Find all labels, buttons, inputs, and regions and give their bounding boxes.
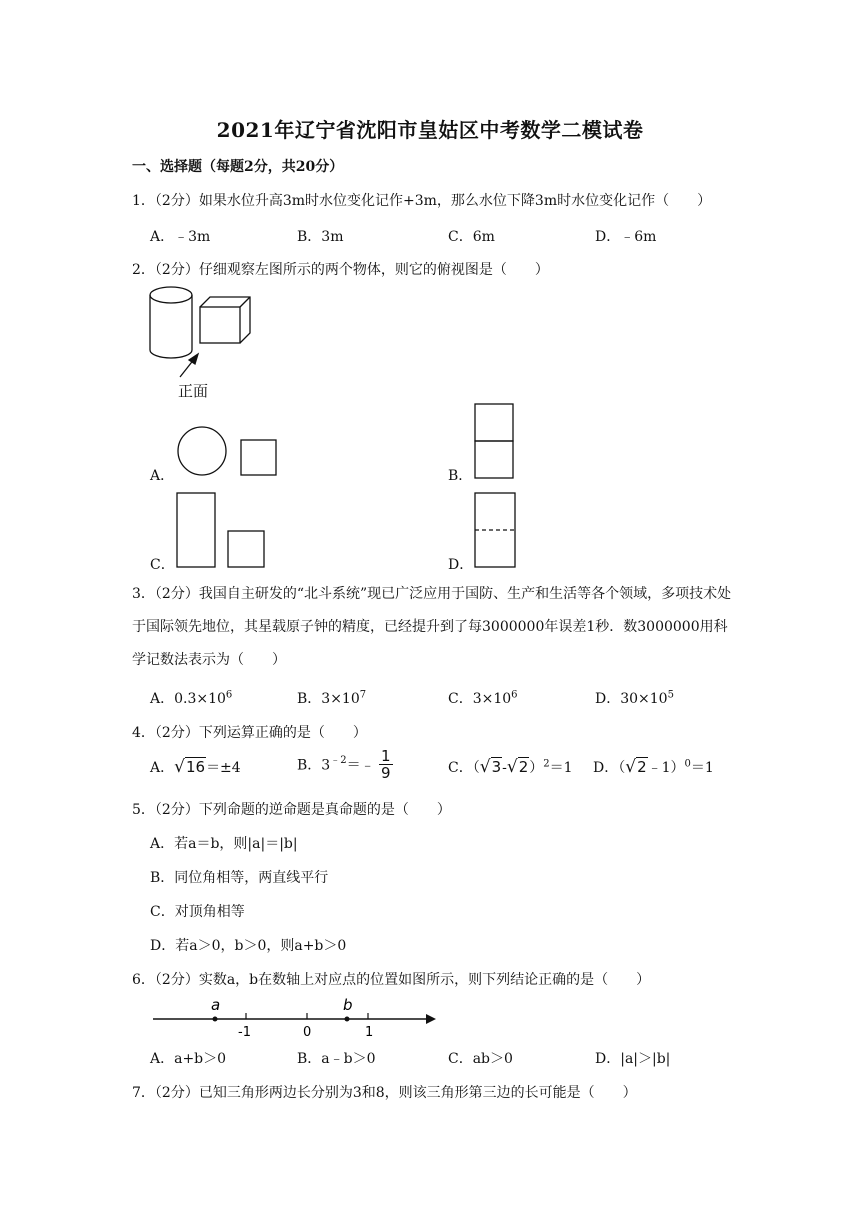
question-3-stem: 3．（2分）我国自主研发的“北斗系统”现已广泛应用于国防、生产和生活等各个领域，多项技术处于国际领先地位，其星载原子钟的精度，已经提升到了每3000000年误差1秒．数3000000用科学记数法表示为（ ） [132,586,732,668]
q2-option-d-label: D． [448,557,474,573]
q6-option-b: B．a﹣b＞0 [297,1051,376,1067]
q4-b-fraction: $\frac{1}{9}$ [381,747,391,782]
question-5-stem: 5．（2分）下列命题的逆命题是真命题的是（ ） [132,802,451,818]
question-2-stem: 2．（2分）仔细观察左图所示的两个物体，则它的俯视图是（ ） [132,262,549,278]
q3-option-a: A．$0.3\times 10^6$ [150,689,233,707]
question-1-stem: 1．（2分）如果水位升高3m时水位变化记作+3m，那么水位下降3m时水位变化记作（ ） [132,193,712,209]
tick-0: 0 [303,1025,312,1040]
q1-option-a: A．﹣3m [150,229,211,245]
point-b-dot [345,1017,350,1022]
q4-option-a: A．√16＝±4 [150,757,241,777]
q1-option-d: D．﹣6m [595,229,657,245]
q4-option-c: C．$(√3-√2)^2=1$ [448,757,573,777]
question-6-stem: 6．（2分）实数a，b在数轴上对应点的位置如图所示，则下列结论正确的是（ ） [132,972,651,988]
question-7-stem: 7．（2分）已知三角形两边长分别为3和8，则该三角形第三边的长可能是（ ） [132,1085,637,1101]
tick-neg1: -1 [238,1025,251,1040]
q1-option-c: C．6m [448,229,495,245]
q2-option-a-figure [175,425,285,480]
cube-shape [200,297,250,343]
q5-option-c: C．对顶角相等 [150,904,245,920]
q3-option-b: B．$3\times 10^7$ [297,689,367,707]
exam-title: 2021年辽宁省沈阳市皇姑区中考数学二模试卷 [216,118,644,142]
q4-option-d: D．（√2﹣1）$^0$＝1 [593,757,714,777]
q5-option-d: D．若a＞0，b＞0，则a+b＞0 [150,938,347,954]
q4-option-b: B．$3^{﹣2}=﹣$ $\frac{1}{9}$ [297,747,391,782]
number-line [150,992,440,1042]
q2-option-b-figure [472,402,517,482]
q6-option-c: C．ab＞0 [448,1051,513,1067]
q6-option-d: D．|a|＞|b| [595,1051,671,1067]
section-heading: 一、选择题（每题2分，共20分） [132,159,344,175]
q4-a-radicand: 16 [185,758,206,776]
point-a-label: a [211,996,221,1014]
front-arrow [180,354,198,377]
tick-1: 1 [365,1025,374,1040]
q2-option-d-figure [472,490,520,570]
question-4-stem: 4．（2分）下列运算正确的是（ ） [132,725,367,741]
q6-option-a: A．a+b＞0 [150,1051,227,1067]
q5-option-a: A．若a＝b，则|a|＝|b| [150,836,298,852]
q2-option-b-label: B． [448,468,473,484]
q2-option-a-label: A． [150,468,175,484]
point-a-dot [213,1017,218,1022]
q2-option-c-label: C． [150,557,175,573]
cylinder-shape [150,287,192,358]
front-label: 正面 [178,382,209,400]
q3-option-d: D．$30\times 10^5$ [595,689,674,707]
q2-option-c-figure [173,490,268,570]
q3-option-c: C．$3\times 10^6$ [448,689,518,707]
q1-option-b: B．3m [297,229,344,245]
q5-option-b: B．同位角相等，两直线平行 [150,870,329,886]
point-b-label: b [343,996,353,1014]
